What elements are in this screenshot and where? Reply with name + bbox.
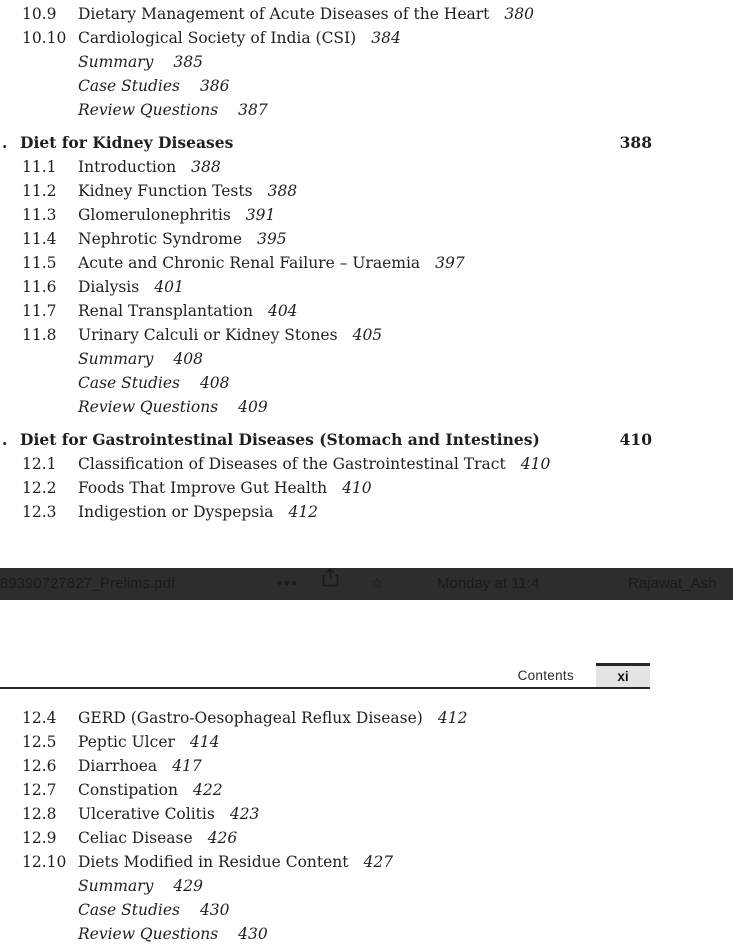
toc-entry-number: 11.4 <box>22 230 57 248</box>
toc-entry-number: 10.9 <box>22 5 57 23</box>
toc-entry-page: 422 <box>192 781 223 799</box>
toc-entry <box>0 203 652 227</box>
toc-entry-page: 423 <box>229 805 260 823</box>
toc-entry-title: Diarrhoea <box>78 757 158 775</box>
toc-entry-number: 11.6 <box>22 278 57 296</box>
toc-entry-number: 12.8 <box>22 805 57 823</box>
toc-entry-page: 417 <box>172 757 202 775</box>
chapter-number-fragment: . <box>2 133 8 152</box>
toc-subentry-page: 409 <box>238 398 268 416</box>
toc-entry-page: 410 <box>342 479 372 497</box>
toc-subentry <box>0 395 652 419</box>
toc-entry <box>0 179 652 203</box>
toc-entry-page: 388 <box>191 158 221 176</box>
toc-subentry-title: Review Questions <box>78 398 219 416</box>
toc-subentry <box>0 922 652 946</box>
toc-entry-title: Diets Modified in Residue Content <box>78 853 349 871</box>
toc-entry <box>0 155 652 179</box>
toc-entry-title: Cardiological Society of India (CSI) <box>78 29 357 47</box>
toc-chapter-heading <box>0 428 652 452</box>
share-icon[interactable] <box>322 568 339 587</box>
toc-entry-title: Ulcerative Colitis <box>78 805 215 823</box>
toc-subentry-page: 429 <box>173 877 203 895</box>
toc-entry <box>0 500 652 524</box>
toc-entry-title: Dietary Management of Acute Diseases of the Heart <box>78 5 490 23</box>
toc-page-1 <box>0 0 652 524</box>
toc-subentry <box>0 74 652 98</box>
file-date-label: Monday at 11:4 <box>437 575 540 592</box>
toc-subentry-page: 430 <box>238 925 268 943</box>
contents-label: Contents <box>517 668 574 683</box>
toc-subentry-page: 430 <box>199 901 230 919</box>
toc-entry-title: Nephrotic Syndrome <box>78 230 243 248</box>
toc-page-2 <box>0 706 652 946</box>
toc-chapter-heading <box>0 131 652 155</box>
toc-subentry-title: Summary <box>78 877 154 895</box>
toc-entry <box>0 275 652 299</box>
toc-entry <box>0 2 652 26</box>
toc-entry-page: 380 <box>504 5 534 23</box>
toc-entry <box>0 826 652 850</box>
toc-entry <box>0 778 652 802</box>
toc-entry-page: 426 <box>207 829 238 847</box>
toc-entry-page: 401 <box>154 278 184 296</box>
toc-entry-page: 391 <box>245 206 276 224</box>
toc-entry-title: Celiac Disease <box>78 829 193 847</box>
folio-page-number: xi <box>596 663 650 687</box>
toc-entry <box>0 227 652 251</box>
chapter-page: 388 <box>619 133 652 152</box>
toc-entry-page: 414 <box>189 733 220 751</box>
toc-subentry-title: Case Studies <box>78 374 180 392</box>
toc-entry-number: 12.10 <box>22 853 67 871</box>
toc-entry-page: 388 <box>267 182 298 200</box>
toc-subentry <box>0 98 652 122</box>
toc-entry-number: 11.3 <box>22 206 57 224</box>
star-icon[interactable]: ☆ <box>370 575 384 592</box>
toc-entry-page: 384 <box>371 29 401 47</box>
chapter-page: 410 <box>619 430 652 449</box>
chapter-title: Diet for Gastrointestinal Diseases (Stomach and Intestines) <box>20 430 540 449</box>
chapter-number-fragment: . <box>2 430 8 449</box>
toc-subentry-title: Review Questions <box>78 101 219 119</box>
toc-entry-page: 404 <box>267 302 298 320</box>
toc-subentry-page: 387 <box>238 101 268 119</box>
toc-entry <box>0 802 652 826</box>
toc-entry-title: Dialysis <box>78 278 140 296</box>
toc-entry <box>0 452 652 476</box>
file-account-label: Rajawat_Ash <box>628 575 717 592</box>
toc-entry-title: Constipation <box>78 781 178 799</box>
toc-entry <box>0 730 652 754</box>
toc-subentry-page: 385 <box>173 53 203 71</box>
toc-entry-page: 395 <box>257 230 287 248</box>
toc-entry <box>0 251 652 275</box>
toc-entry-number: 12.3 <box>22 503 57 521</box>
toc-entry-title: Kidney Function Tests <box>78 182 253 200</box>
toc-entry <box>0 476 652 500</box>
toc-entry-number: 11.7 <box>22 302 57 320</box>
running-head <box>0 663 650 689</box>
toc-subentry <box>0 347 652 371</box>
toc-subentry-page: 386 <box>199 77 230 95</box>
toc-subentry <box>0 898 652 922</box>
toc-entry-number: 12.5 <box>22 733 57 751</box>
toc-subentry-title: Case Studies <box>78 901 180 919</box>
toc-subentry-title: Review Questions <box>78 925 219 943</box>
toc-entry-page: 410 <box>520 455 551 473</box>
toc-subentry <box>0 874 652 898</box>
toc-subentry <box>0 50 652 74</box>
toc-entry-page: 427 <box>363 853 394 871</box>
toc-entry-page: 405 <box>352 326 383 344</box>
more-options-icon[interactable]: ••• <box>277 575 299 592</box>
file-list-row[interactable] <box>0 568 733 600</box>
toc-entry <box>0 26 652 50</box>
toc-entry-number: 12.9 <box>22 829 57 847</box>
toc-subentry-title: Case Studies <box>78 77 180 95</box>
toc-entry-title: Acute and Chronic Renal Failure – Uraemia <box>78 254 421 272</box>
toc-entry-title: Classification of Diseases of the Gastrointestinal Tract <box>78 455 506 473</box>
toc-entry-title: Peptic Ulcer <box>78 733 175 751</box>
toc-entry-title: Indigestion or Dyspepsia <box>78 503 274 521</box>
toc-subentry <box>0 371 652 395</box>
toc-entry-title: Introduction <box>78 158 177 176</box>
toc-entry-number: 11.2 <box>22 182 57 200</box>
toc-entry-title: Urinary Calculi or Kidney Stones <box>78 326 338 344</box>
toc-entry-title: GERD (Gastro-Oesophageal Reflux Disease) <box>78 709 423 727</box>
toc-entry <box>0 754 652 778</box>
toc-entry-title: Foods That Improve Gut Health <box>78 479 328 497</box>
toc-entry-page: 397 <box>435 254 465 272</box>
file-name-label: 89390727827_Prelims.pdf <box>0 575 176 592</box>
toc-entry-number: 12.4 <box>22 709 57 727</box>
toc-entry-title: Glomerulonephritis <box>78 206 231 224</box>
toc-entry <box>0 706 652 730</box>
toc-entry-number: 12.2 <box>22 479 57 497</box>
toc-entry <box>0 850 652 874</box>
toc-subentry-page: 408 <box>173 350 203 368</box>
toc-entry-page: 412 <box>288 503 319 521</box>
toc-subentry-title: Summary <box>78 350 154 368</box>
toc-entry-number: 10.10 <box>22 29 67 47</box>
toc-subentry-page: 408 <box>199 374 230 392</box>
toc-entry-page: 412 <box>437 709 468 727</box>
toc-entry <box>0 323 652 347</box>
toc-entry <box>0 299 652 323</box>
toc-entry-number: 12.1 <box>22 455 57 473</box>
toc-entry-number: 12.7 <box>22 781 57 799</box>
toc-entry-title: Renal Transplantation <box>78 302 253 320</box>
toc-subentry-title: Summary <box>78 53 154 71</box>
toc-entry-number: 11.5 <box>22 254 57 272</box>
toc-entry-number: 12.6 <box>22 757 57 775</box>
chapter-title: Diet for Kidney Diseases <box>20 133 234 152</box>
toc-entry-number: 11.8 <box>22 326 57 344</box>
toc-entry-number: 11.1 <box>22 158 57 176</box>
